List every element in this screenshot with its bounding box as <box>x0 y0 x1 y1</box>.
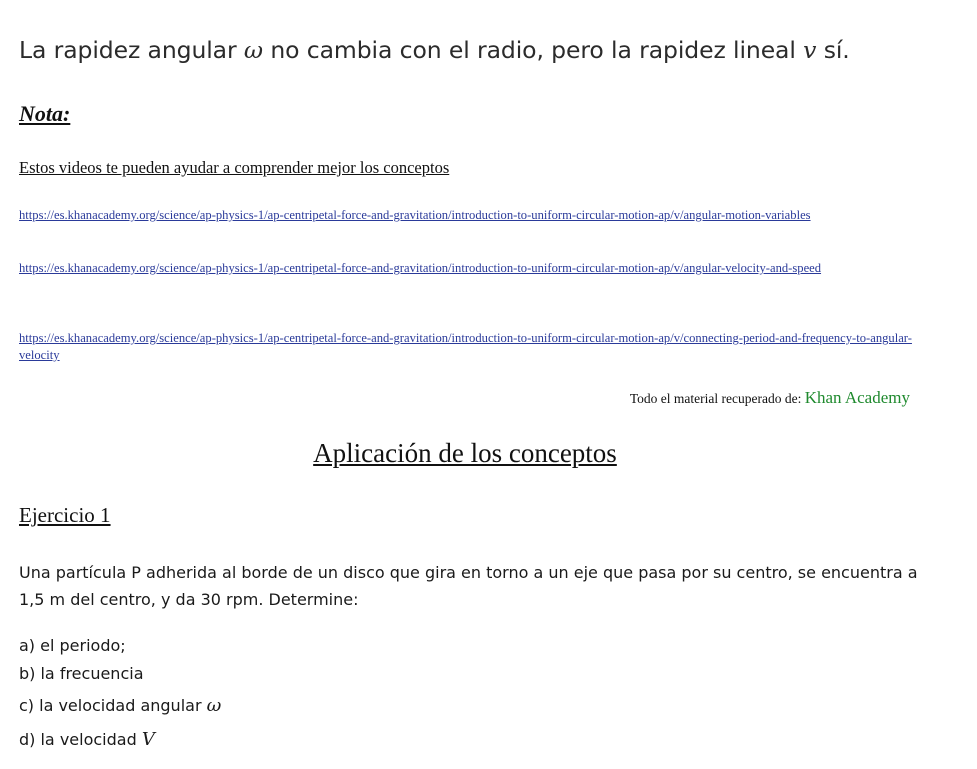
video-link-angular-motion-variables[interactable]: https://es.khanacademy.org/science/ap-physics-1/ap-centripetal-force-and-gravitation/introduction-to-uniform-circular-motion-ap/v/angular-motion-variables <box>19 208 811 222</box>
exercise-title: Ejercicio 1 <box>19 503 111 527</box>
exercise-item-d <box>19 729 155 750</box>
exercise-item-c-text: c) la velocidad angular <box>19 696 207 715</box>
v-symbol: v <box>803 36 817 64</box>
section-title <box>0 438 930 469</box>
intro-text-after: sí. <box>816 36 850 64</box>
intro-text-before: La rapidez angular <box>19 36 244 64</box>
exercise-item-a: a) el periodo; <box>19 636 126 655</box>
omega-symbol: ω <box>243 36 263 64</box>
credit-prefix: Todo el material recuperado de: <box>629 391 805 406</box>
video-link-period-frequency[interactable]: https://es.khanacademy.org/science/ap-physics-1/ap-centripetal-force-and-gravitation/introduction-to-uniform-circular-motion-ap/v/connecting-period-and-frequency-to-angular-velocity <box>19 331 912 362</box>
exercise-item-b: b) la frecuencia <box>19 664 144 683</box>
intro-sentence <box>19 36 850 64</box>
khan-academy-brand: Khan Academy <box>804 388 910 407</box>
velocity-symbol: V <box>141 729 155 750</box>
exercise-item-c <box>19 695 221 716</box>
angular-velocity-symbol: ω <box>206 695 222 716</box>
credit-line <box>630 388 910 408</box>
section-title-text: Aplicación de los conceptos <box>313 438 617 468</box>
video-link-angular-velocity-and-speed[interactable]: https://es.khanacademy.org/science/ap-physics-1/ap-centripetal-force-and-gravitation/introduction-to-uniform-circular-motion-ap/v/angular-velocity-and-speed <box>19 261 822 275</box>
exercise-item-d-text: d) la velocidad <box>19 730 142 749</box>
intro-text-middle: no cambia con el radio, pero la rapidez lineal <box>263 36 804 64</box>
videos-help-text: Estos videos te pueden ayudar a comprender mejor los conceptos <box>19 158 450 177</box>
exercise-statement: Una partícula P adherida al borde de un disco que gira en torno a un eje que pasa por su centro, se encuentra a 1,5 m del centro, y da 30 rpm. Determine: <box>19 563 918 609</box>
nota-heading: Nota: <box>19 101 71 126</box>
